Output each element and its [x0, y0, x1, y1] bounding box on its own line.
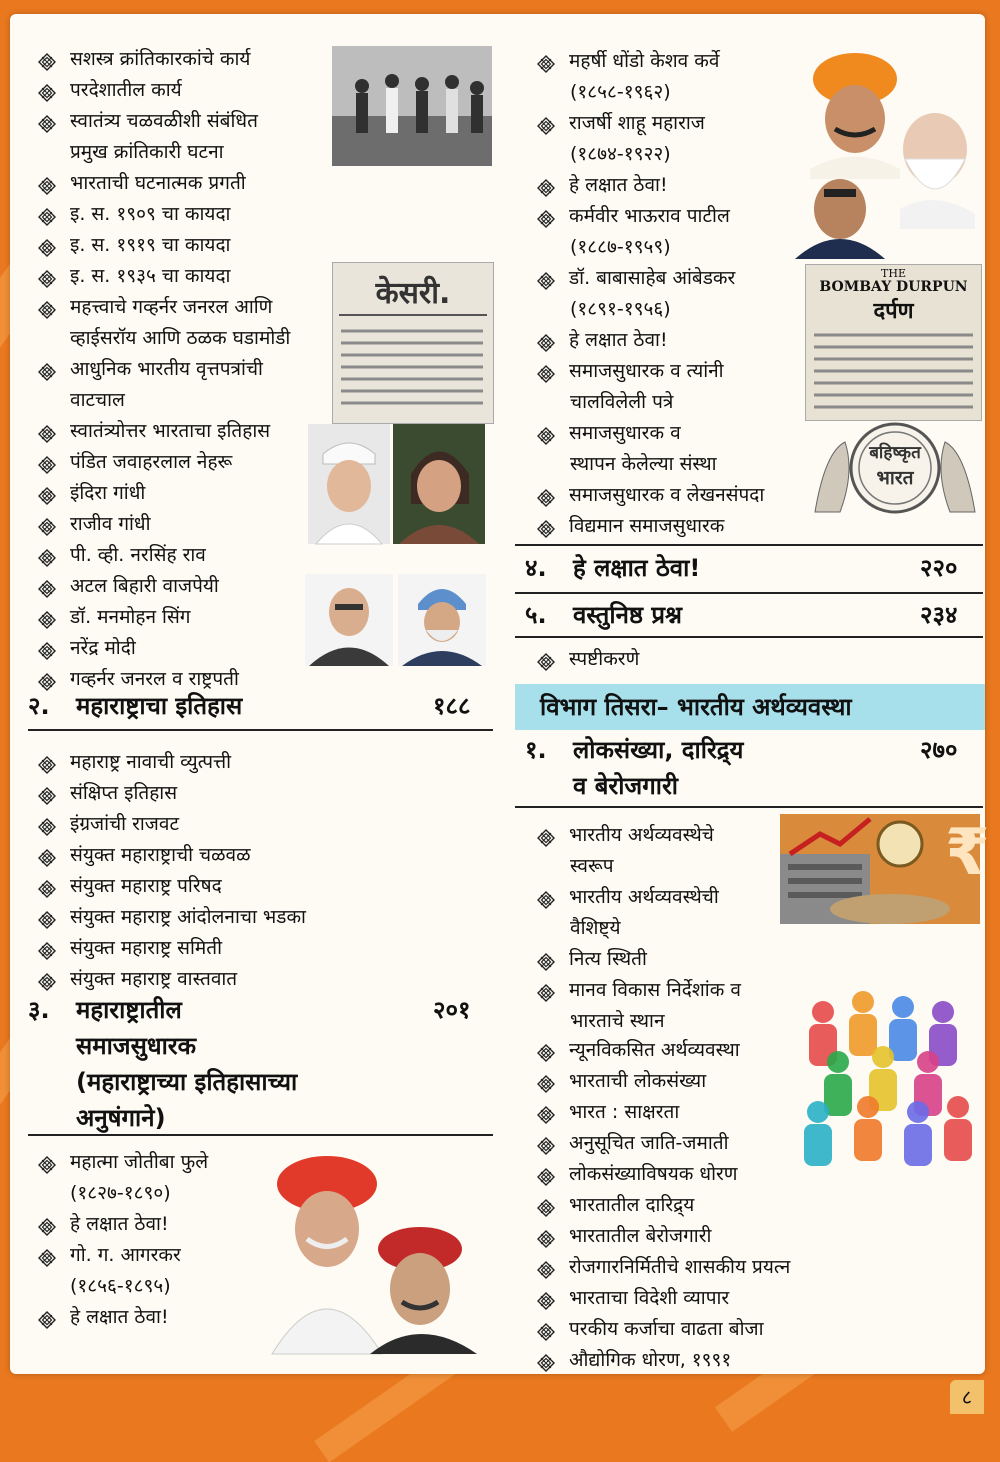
diamond-bullet-icon	[537, 1258, 555, 1276]
diamond-bullet-icon	[38, 784, 56, 802]
diamond-bullet-icon	[38, 1246, 56, 1264]
diamond-bullet-icon	[38, 546, 56, 564]
freedom-march-photo	[332, 46, 492, 166]
divider	[28, 1134, 493, 1136]
toc-item-continuation: चालविलेली पत्रे	[570, 391, 674, 413]
diamond-bullet-icon	[38, 970, 56, 988]
toc-item-continuation: (१८५६-१८९५)	[70, 1275, 171, 1297]
diamond-bullet-icon	[537, 1227, 555, 1245]
diamond-bullet-icon	[38, 1308, 56, 1326]
diamond-bullet-icon	[38, 815, 56, 833]
diamond-bullet-icon	[38, 670, 56, 688]
diamond-bullet-icon	[38, 81, 56, 99]
indira-gandhi-portrait	[393, 424, 485, 544]
diamond-bullet-icon	[38, 753, 56, 771]
diamond-bullet-icon	[38, 174, 56, 192]
population-people-graphic	[793, 972, 978, 1172]
economy-collage-image	[780, 814, 990, 924]
bahishkrut-bharat-seal: बहिष्कृत भारत	[805, 412, 985, 530]
toc-item-continuation: (१८५८-१९६२)	[570, 81, 671, 103]
diamond-bullet-icon	[537, 1041, 555, 1059]
diamond-bullet-icon	[38, 267, 56, 285]
nehru-portrait	[308, 424, 390, 544]
diamond-bullet-icon	[537, 650, 555, 668]
diamond-bullet-icon	[537, 1165, 555, 1183]
diamond-bullet-icon	[537, 950, 555, 968]
diamond-bullet-icon	[38, 112, 56, 130]
diamond-bullet-icon	[537, 517, 555, 535]
part-three-banner: विभाग तिसरा– भारतीय अर्थव्यवस्था	[515, 684, 985, 730]
diamond-bullet-icon	[38, 50, 56, 68]
divider	[515, 806, 983, 808]
diamond-bullet-icon	[537, 114, 555, 132]
toc-item-continuation: वैशिष्ट्ये	[570, 917, 621, 939]
bombay-durpun-newspaper-image: THE BOMBAY DURPUN दर्पण	[805, 264, 982, 421]
diamond-bullet-icon	[38, 422, 56, 440]
diamond-bullet-icon	[38, 846, 56, 864]
diamond-bullet-icon	[38, 1215, 56, 1233]
karve-shahu-ambedkar-portraits	[790, 49, 980, 259]
manmohan-singh-portrait	[398, 574, 486, 666]
toc-item-continuation: (१८७४-१९२२)	[570, 143, 671, 165]
divider	[28, 729, 493, 731]
toc-item-continuation: (१८८७-१९५९)	[570, 236, 671, 258]
diamond-bullet-icon	[537, 362, 555, 380]
diamond-bullet-icon	[38, 577, 56, 595]
toc-item-continuation: वाटचाल	[70, 389, 125, 411]
toc-item-continuation: (१८९१-१९५६)	[570, 298, 671, 320]
diamond-bullet-icon	[38, 205, 56, 223]
diamond-bullet-icon	[537, 52, 555, 70]
diamond-bullet-icon	[38, 484, 56, 502]
diamond-bullet-icon	[38, 236, 56, 254]
diamond-bullet-icon	[537, 1134, 555, 1152]
diamond-bullet-icon	[537, 1103, 555, 1121]
toc-item-continuation: भारताचे स्थान	[570, 1010, 665, 1032]
diamond-bullet-icon	[38, 360, 56, 378]
toc-page: सशस्त्र क्रांतिकारकांचे कार्य परदेशातील कार्य स्वातंत्र्य चळवळीशी संबंधित भारताची घटनात्मक प्रगती इ. स. १९०९ चा कायदा इ. स. १९१९ चा कायदा इ. स. १९३५ चा कायदा महत्त्वाचे गव्हर्नर जनरल आणि आधुनिक भारतीय वृत्तपत्रांची स्वातंत्र्योत्तर भारताचा इतिहास पंडित जवाहरलाल नेहरू इंदिरा गांधी राजीव गांधी पी. व्ही. नरसिंह राव अटल बिहारी वाजपेयी डॉ. मनमोहन सिंग नरेंद्र मोदी गव्हर्नर जनरल व राष्ट्रपती प्रमुख क्रांतिकारी घटना व्हाईसरॉय आणि ठळक घडामोडी वाटचाल २. महाराष्ट्राचा इतिहास १८८ महाराष्ट्र नावाची व्युत्पत्ती संक्षिप्त इतिहास इंग्रजांची राजवट संयुक्त महाराष्ट्राची चळवळ संयुक्त महाराष्ट्र परिषद संयुक्त महाराष्ट्र आंदोलनाचा भडका संयुक्त महाराष्ट्र समिती संयुक्त महाराष्ट्र वास्तवात ३. महाराष्ट्रातील समाजसुधारक (महाराष्ट्राच्या इतिहासाच्या अनुषंगाने) २०१ महात्मा जोतीबा फुले (१८२७-१८९०) हे लक्षात ठेवा! गो. ग. आगरकर (१८५६-१८९५) हे लक्षात ठेवा! केसरी. महर्षी धोंडो केशव कर्वे (१८५८-१९६२) राजर्षी शाहू महाराज (१८७४-१९२२) हे लक्षात ठेवा! कर्मवीर भाऊराव पाटील (१८८७-१९५९) डॉ. बाबासाहेब आंबेडकर (१८९१-१९५६) हे लक्षात ठेवा! समाजसुधारक व त्यांनी चालविलेली पत्रे समाजसुधारक व स्थापन केलेल्या संस्था समाजसुधारक व लेखनसंपदा विद्यमान समाजसुधारक ४. हे लक्षात ठेवा! २२० ५. वस्तुनिष्ठ प्रश्न २३४ स्पष्टीकरणे १. लोकसंख्या, दारिद्र्य व बेरोजगारी २७० भारतीय अर्थव्यवस्थेचे स्वरूप भारतीय अर्थव्यवस्थेची वैशिष्ट्ये नित्य स्थिती मानव विकास निर्देशांक व भारताचे स्थान न्यूनविकसित अर्थव्यवस्था भारताची लोकसंख्या भारत : साक्षरता अनुसूचित जाति-जमाती लोकसंख्याविषयक धोरण भारतातील दारिद्र्य भारतातील बेरोजगारी रोजगारनिर्मितीचे शासकीय प्रयत्न भारताचा विदेशी व्यापार परकीय कर्जाचा वाढता बोजा औद्योगिक धोरण, १९९१ THE BOMBAY DURPUN दर्पण बहिष्कृत भारत ₹ विभाग तिसरा– भारतीय अर्थव्यवस्था	[10, 14, 985, 1374]
toc-item-continuation: व्हाईसरॉय आणि ठळक घडामोडी	[70, 327, 291, 349]
diamond-bullet-icon	[537, 1196, 555, 1214]
diamond-bullet-icon	[537, 486, 555, 504]
diamond-bullet-icon	[537, 888, 555, 906]
diamond-bullet-icon	[38, 515, 56, 533]
diamond-bullet-icon	[38, 908, 56, 926]
diamond-bullet-icon	[537, 269, 555, 287]
diamond-bullet-icon	[537, 176, 555, 194]
diamond-bullet-icon	[537, 1351, 555, 1369]
vajpayee-portrait	[305, 574, 393, 666]
diamond-bullet-icon	[38, 453, 56, 471]
diamond-bullet-icon	[38, 298, 56, 316]
diamond-bullet-icon	[537, 424, 555, 442]
diamond-bullet-icon	[537, 1289, 555, 1307]
diamond-bullet-icon	[537, 981, 555, 999]
diamond-bullet-icon	[537, 1320, 555, 1338]
divider	[515, 544, 983, 546]
diamond-bullet-icon	[38, 877, 56, 895]
diamond-bullet-icon	[537, 207, 555, 225]
diamond-bullet-icon	[38, 639, 56, 657]
toc-item-continuation: (१८२७-१८९०)	[70, 1182, 171, 1204]
diamond-bullet-icon	[537, 331, 555, 349]
diamond-bullet-icon	[38, 1153, 56, 1171]
toc-item-continuation: स्वरूप	[570, 855, 614, 877]
toc-item-continuation: स्थापन केलेल्या संस्था	[570, 453, 717, 475]
diamond-bullet-icon	[537, 826, 555, 844]
diamond-bullet-icon	[537, 1072, 555, 1090]
kesari-newspaper-image: केसरी.	[332, 262, 494, 424]
toc-item-continuation: प्रमुख क्रांतिकारी घटना	[70, 141, 224, 163]
diamond-bullet-icon	[38, 608, 56, 626]
page-number: ८	[950, 1380, 984, 1414]
social-reformers-portrait	[272, 1144, 487, 1354]
diamond-bullet-icon	[38, 939, 56, 957]
svg-text:₹: ₹	[945, 816, 990, 890]
divider	[515, 636, 983, 638]
divider	[515, 592, 983, 594]
